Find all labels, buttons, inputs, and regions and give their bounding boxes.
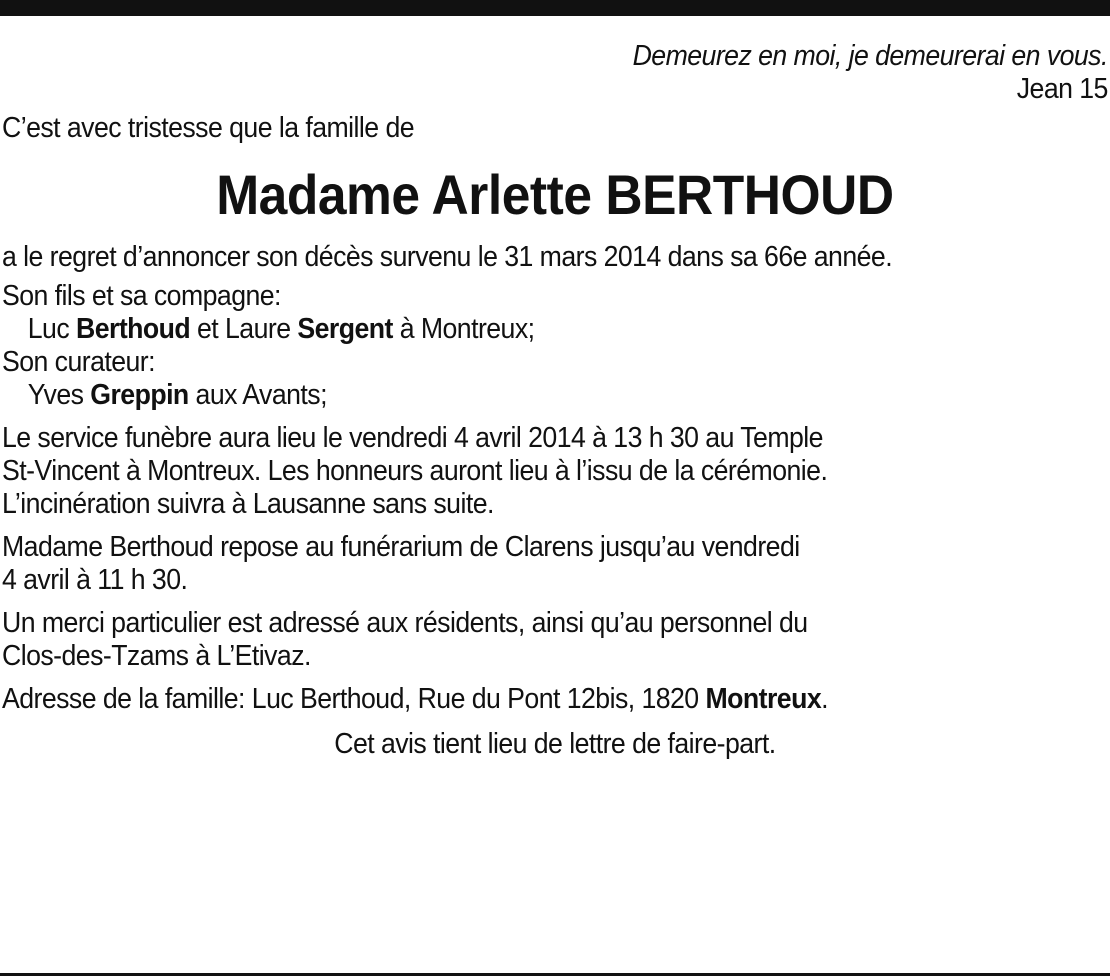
repose-line: 4 avril à 11 h 30. [2,564,188,596]
address-text: Adresse de la famille: Luc Berthoud, Rue du Pont 12bis, 1820 [2,683,706,715]
obituary-notice [2,40,1108,761]
son-heading: Son fils et sa compagne: [2,280,281,312]
bottom-border-rule [0,973,1110,976]
son-place: à Montreux; [392,313,535,345]
bible-verse: Demeurez en moi, je demeurerai en vous. [632,40,1108,72]
thanks-paragraph [2,607,1108,673]
son-line [2,313,1108,346]
family-section [2,280,1108,412]
intro-line: C’est avec tristesse que la famille de [2,112,415,144]
service-paragraph [2,422,1108,521]
family-address [2,683,1108,716]
son-first-name: Luc [27,313,76,345]
curator-first-name: Yves [27,379,91,411]
curator-last-name: Greppin [90,379,189,411]
son-last-name: Berthoud [75,313,191,345]
announcement-line: a le regret d’annoncer son décès survenu le 31 mars 2014 dans sa 66e année. [2,241,893,273]
service-line: Le service funèbre aura lieu le vendredi 4 avril 2014 à 13 h 30 au Temple [2,422,823,454]
repose-paragraph [2,531,1108,597]
service-line: St-Vincent à Montreux. Les honneurs auront lieu à l’issu de la cérémonie. [2,455,828,487]
curator-place: aux Avants; [188,379,327,411]
address-city: Montreux [705,683,822,715]
curator-line [2,379,1108,412]
service-line: L’incinération suivra à Lausanne sans suite. [2,488,494,520]
top-border-rule [0,0,1110,16]
son-connector: et Laure [190,313,298,345]
curator-heading: Son curateur: [2,346,156,378]
repose-line: Madame Berthoud repose au funérarium de Clarens jusqu’au vendredi [2,531,800,563]
thanks-line: Un merci particulier est adressé aux résidents, ainsi qu’au personnel du [2,607,808,639]
partner-last-name: Sergent [297,313,393,345]
verse-reference: Jean 15 [1016,73,1108,105]
address-period: . [821,683,828,715]
deceased-name: Madame Arlette BERTHOUD [216,163,894,226]
closing-line: Cet avis tient lieu de lettre de faire-part. [334,728,776,760]
thanks-line: Clos-des-Tzams à L’Etivaz. [2,640,311,672]
